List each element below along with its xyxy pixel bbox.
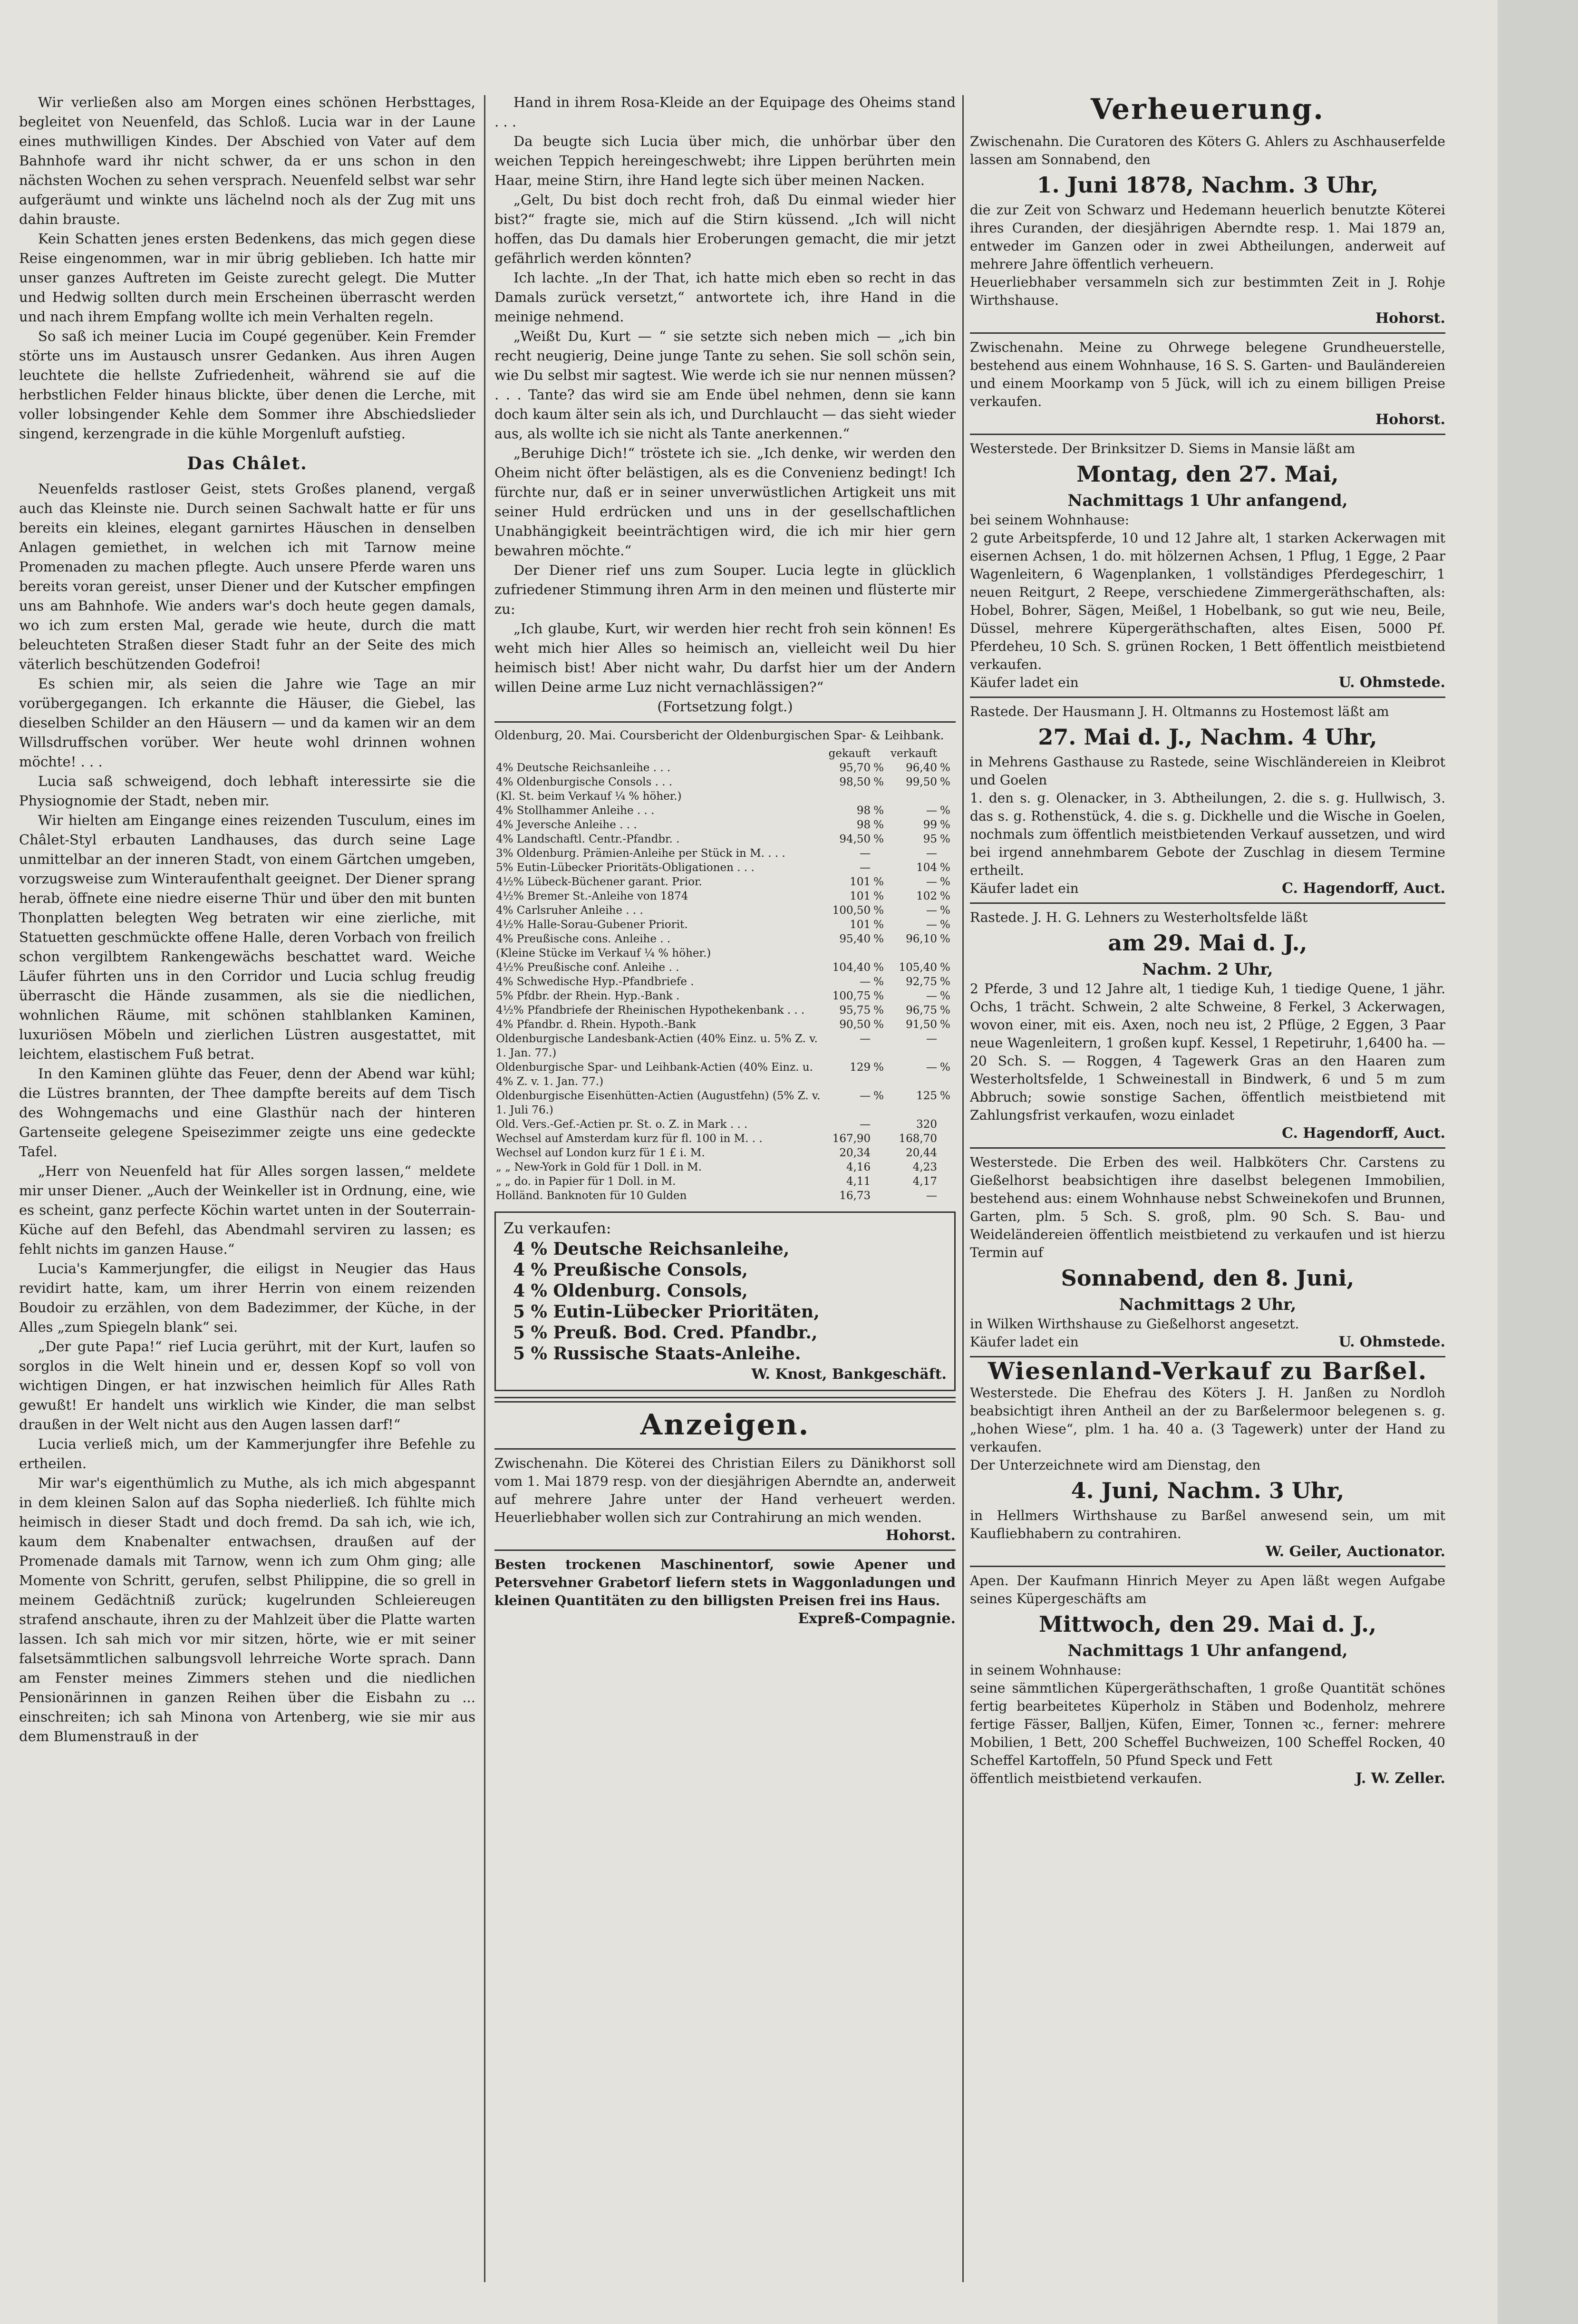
sold-value: — [926,1190,937,1202]
table-row [494,1117,956,1132]
bought-unit: % [873,990,884,1002]
sold-value: 96,75 [906,1004,937,1017]
sold-unit: % [940,804,950,817]
divider [970,1147,1445,1149]
ad-lehners-auction [970,909,1445,1143]
ad-title: Wiesenland-Verkauf zu Barßel. [987,1357,1428,1385]
ad-ahlers-lease [970,133,1445,328]
bought-value: — [860,1033,871,1045]
exchange-rate-rows [494,761,956,1203]
ad-meyer-cooperage [970,1572,1445,1788]
security-name: 4% Stollhammer Anleihe . . . [496,804,655,817]
story-paragraph: „Beruhige Dich!“ tröstete ich sie. „Ich denke, wir werden den Oheim nicht öfter belästigen, als es die Convenienz bedingt! Ich fürchte nur, daß er in seiner unverwüstlichen Artigkeit uns mit seiner Huld erdrücken und uns in der gesellschaftlichen Unabhängigkeit beeinträchtigen wird, die ich mir hier gern bewahren möchte.“ [494,445,956,559]
sold-unit [939,1160,956,1174]
bought-value: 95,40 [839,933,871,945]
ad-text: Zwischenahn. Die Curatoren des Köters G. Ahlers zu Aschhauserfelde lassen am Sonnabend, den [970,134,1445,167]
for-sale-heading: Zu verkaufen: [503,1219,611,1237]
sold-unit: % [940,1061,950,1074]
bought-unit: % [873,762,884,774]
bought-value: 98 [856,819,871,831]
security-name: 5% Pfdbr. der Rhein. Hyp.-Bank . [496,990,680,1002]
for-sale-item: 5 % Russische Staats-Anleihe. [513,1344,801,1364]
ad-date: Mittwoch, den 29. Mai d. J., [1038,1611,1377,1637]
bought-unit: % [873,976,884,988]
story-paragraph: Kein Schatten jenes ersten Bedenkens, das mich gegen diese Reise eingenommen, war in mir übrig geblieben. Ich hatte mir unser ganzes Auftreten im Geiste zurecht gelegt. Die Mutter und Hedwig sollten durch mein Erscheinen überrascht werden und nach ihrem Empfang wollte ich mein Verhalten regeln. [19,231,475,325]
sold-value: — [926,1033,937,1045]
story-paragraph: „Ich glaube, Kurt, wir werden hier recht froh sein können! Es weht mich hier Alles so heimisch an, vielleicht weil Du hier heimisch bist! Aber nicht wahr, Du darfst hier um der Andern willen Deine arme Luz nicht vernachlässigen?“ [494,620,956,695]
security-name: Holländ. Banknoten für 10 Gulden [496,1190,687,1202]
sold-unit: % [940,976,950,988]
sold-unit: % [940,1018,950,1031]
ad-text: 2 gute Arbeitspferde, 10 und 12 Jahre alt, 1 starken Ackerwagen mit eisernen Achsen, 1 do. mit hölzernen Achsen, 1 Pflug, 1 Egge, 2 Paar Wagenleitern, 6 Wagenplanken, 1 vollständiges Pferdegeschirr, 1 neuen Reitgurt, 2 Reepe, verschiedene Zimmergeräthschaften, als: Hobel, Bohrer, Sägen, Meißel, 1 Hobelbank, so gut wie neu, Beile, Düssel, mehrere Küpergeräthschaften, altes Eisen, 5000 Pf. Pferdeheu, 10 Sch. S. grünen Rocken, 1 Bett öffentlich meistbietend verkaufen. [970,530,1445,672]
sold-unit: % [940,862,950,874]
security-name: „ „ New-York in Gold für 1 Doll. in M. [496,1161,702,1173]
ad-signature: Hohorst. [1375,411,1445,428]
security-name: 4% Preußische cons. Anleihe . . [496,933,671,945]
ad-signature: Hohorst. [885,1527,956,1544]
table-row [494,804,956,818]
bought-unit: % [873,833,884,845]
ad-time: Nachm. 2 Uhr, [1142,960,1273,979]
ad-signature-label: öffentlich meistbietend verkaufen. [970,1771,1202,1786]
sold-unit: % [940,990,950,1002]
sold-value [889,946,939,960]
bought-unit [872,846,889,861]
sold-value: 95 [923,833,937,845]
bought-value: 100,50 [832,904,871,917]
bought-value: — [860,1118,871,1131]
bought-unit: % [873,919,884,931]
ad-signature-line [970,1333,1445,1351]
advertisements-title: Anzeigen. [640,1408,810,1442]
bought-unit: % [873,904,884,917]
story-paragraph: Es schien mir, als seien die Jahre wie Tage an mir vorübergegangen. Ich erkannte die Häuser, die Giebel, las dieselben Schilder an den Häusern — und da kamen wir an dem Willsdruffschen vorüber. Wer heute wohl drinnen wohnen möchte! . . . [19,676,475,770]
bought-value: — [860,1090,871,1102]
sold-value: 99 [923,819,937,831]
ad-signature: U. Ohmstede. [1338,674,1445,691]
ad-signature-line [970,880,1445,898]
table-row [494,761,956,775]
story-paragraph: „Gelt, Du bist doch recht froh, daß Du einmal wieder hier bist?“ fragte sie, mich auf die Stirn küssend. „Ich will nicht hoffen, das Du damals hier Eroberungen gemacht, die mir jetzt gefährlich werden könnten? [494,192,956,266]
for-sale-item: 4 % Deutsche Reichsanleihe, [513,1239,790,1259]
security-name: 4% Landschaftl. Centr.-Pfandbr. . [496,833,680,845]
table-row [494,1032,956,1060]
divider [970,697,1445,698]
ad-text: in Hellmers Wirthshause zu Barßel anwesend sein, um mit Kaufliebhabern zu contrahiren. [970,1508,1445,1541]
ad-text: seine sämmtlichen Küpergeräthschaften, 1 große Quantität schönes fertig bearbeitetes Küperholz in Stäben und Bodenholz, mehrere fertige Fässer, Balljen, Küfen, Eimer, Tonnen ꝛc., ferner: mehrere Mobilien, 1 Bett, 200 Scheffel Buchweizen, 100 Scheffel Rocken, 40 Scheffel Kartoffeln, 50 Pfund Speck und Fett [970,1680,1445,1768]
bought-value: — [860,862,871,874]
divider [970,1566,1445,1567]
bought-value [826,946,872,960]
ad-signature: W. Geiler, Auctionator. [1265,1543,1445,1560]
table-row [494,1132,956,1146]
story-paragraph: „Der gute Papa!“ rief Lucia gerührt, mit der Kurt, laufen so sorglos in die Welt hinein und er, dessen Kopf so voll von wichtigen Dingen, er hat inzwischen heimlich für Alles Rath gewußt! Er handelt uns wirklich wie Kinder, die man selbst draußen in der Welt nicht aus den Augen lassen darf!“ [19,1338,475,1433]
story-paragraph: Wir hielten am Eingange eines reizenden Tusculum, eines im Châlet-Styl erbauten Landhauses, das durch seine Lage unmittelbar an der inneren Stadt, von einem Gärtchen umgeben, vorzugsweise zum Winteraufenthalt geeignet. Der Diener sprang herab, öffnete eine niedre eiserne Thür und über den mit bunten Thonplatten belegten Weg betraten wir eine zierliche, mit Statuetten geschmückte offene Halle, deren Vorbach von freilich schon vergilbtem Rankengewächs beschattet ward. Weiche Läufer führten uns in den Corridor und Lucia schlug freudig überrascht die Hände zusammen, als sie die niedlichen, wohnlichen Räume, mit schönen stahlblanken Kaminen, luxuriösen Möbeln und zierlichen Lüstren ausgestattet, mit leichtem, elastischem Fuß betrat. [19,812,475,1062]
security-name: 4% Pfandbr. d. Rhein. Hypoth.-Bank [496,1018,696,1031]
column-header-sold: verkauft [891,747,937,760]
story-paragraph: In den Kaminen glühte das Feuer, denn der Abend war kühl; die Lüstres brannten, der Thee dampfte bereits auf dem Tisch des Wohngemachs und eine Glasthür nach der hinteren Gartenseite gelegene Speisezimmer zeigte uns eine gedeckte Tafel. [19,1065,475,1160]
security-name: (Kleine Stücke im Verkauf ¼ % höher.) [496,947,711,959]
sold-unit: % [940,933,950,945]
sold-value: — [926,990,937,1002]
bought-value: 98,50 [839,776,871,788]
sold-unit: % [940,776,950,788]
sold-unit: % [940,1090,950,1102]
ad-zwischenahn-koeterei [494,1454,956,1545]
security-name: Wechsel auf Amsterdam kurz für fl. 100 in M. . . [496,1133,763,1145]
ad-ohrwege-sale [970,339,1445,429]
bought-value: 4,16 [846,1161,871,1173]
table-row [494,1174,956,1189]
sold-value: 20,44 [906,1147,937,1159]
sold-value: 168,70 [899,1133,937,1145]
sold-unit [939,1132,956,1146]
table-row [494,832,956,846]
table-row [494,775,956,789]
sold-value: — [926,1061,937,1074]
table-row [494,889,956,903]
story-paragraph: Hand in ihrem Rosa-Kleide an der Equipage des Oheims stand . . . [494,94,956,130]
table-row [494,818,956,832]
column-header-bought: gekauft [828,747,871,760]
divider [970,902,1445,904]
security-name: Oldenburgische Spar- und Leihbank-Actien (40% Einz. u. 4% Z. v. 1. Jan. 77.) [496,1061,813,1088]
bought-value: 98 [856,804,871,817]
table-row [494,1017,956,1032]
table-row [494,1060,956,1089]
bought-value: 16,73 [839,1190,871,1202]
table-row [494,861,956,875]
column-divider [484,95,485,2282]
sold-unit: % [940,1004,950,1017]
security-name: 5% Eutin-Lübecker Prioritäts-Obligationen . . . [496,862,755,874]
security-name: 4% Carlsruher Anleihe . . . [496,904,643,917]
story-paragraph: Neuenfelds rastloser Geist, stets Großes planend, vergaß auch das Kleinste nie. Durch seinen Sachwalt hatte er für uns bereits ein kleines, elegant garnirtes Häuschen in denselben Anlagen gemiethet, in welchen ich mit Tarnow meine Promenaden zu machen pflegte. Auch unsere Pferde waren uns bereits voran gereist, unser Diener und der Kutscher empfingen uns am Bahnhofe. Wie anders war's doch heute gegen damals, wo ich zum ersten Mal, gerade wie heute, durch die matt beleuchteten Straßen dieser Stadt fuhr an der Seite des mich väterlich beschützenden Godefroi! [19,481,475,672]
continued-note: (Fortsetzung folgt.) [657,698,793,715]
bought-unit: % [873,1090,884,1102]
table-row [494,1089,956,1117]
divider [970,434,1445,435]
bought-value: — [860,976,871,988]
column-middle [494,93,956,1631]
sold-value: — [926,904,937,917]
ad-signature-line [970,674,1445,692]
sold-unit: % [940,890,950,902]
story-paragraph: Lucia verließ mich, um der Kammerjungfer ihre Befehle zu ertheilen. [19,1436,475,1472]
bought-value: 94,50 [839,833,871,845]
table-row [494,946,956,960]
ad-date: 27. Mai d. J., Nachm. 4 Uhr, [1038,724,1377,750]
table-row [494,960,956,975]
sold-unit: % [940,919,950,931]
sold-value: 105,40 [899,961,937,974]
divider [494,721,956,723]
table-row [494,846,956,861]
ad-text: 1. den s. g. Olenacker, in 3. Abtheilungen, 2. die s. g. Hullwisch, 3. das s. g. Rothenstück, 4. die s. g. Dickhelle und die Wische in Goelen, nochmals zum öffentlich meistbietenden Verkauf aussetzen, und wird bei irgend annehmbarem Gebote der Zuschlag in diesem Termine ertheilt. [970,790,1445,878]
ad-carstens-sale [970,1153,1445,1351]
ad-date: 4. Juni, Nachm. 3 Uhr, [1071,1478,1345,1503]
divider [970,332,1445,334]
ad-date: Sonnabend, den 8. Juni, [1061,1265,1355,1291]
sold-value [889,789,939,804]
sold-value: 96,40 [906,762,937,774]
ad-date: 1. Juni 1878, Nachm. 3 Uhr, [1036,172,1379,198]
ad-signature-label: Käufer ladet ein [970,1334,1079,1350]
bought-value: 104,40 [832,961,871,974]
security-name: 4½% Pfandbriefe der Rheinischen Hypothekenbank . . . [496,1004,805,1017]
bought-value: 129 [850,1061,871,1074]
security-name: 4½% Halle-Sorau-Gubener Priorit. [496,919,688,931]
for-sale-item: 5 % Eutin-Lübecker Prioritäten, [513,1302,820,1322]
security-name: 3% Oldenburg. Prämien-Anleihe per Stück in M. . . . [496,847,785,860]
ad-text: Westerstede. Die Erben des weil. Halbköters Chr. Carstens zu Gießelhorst beabsichtigen ihre daselbst belegenen Immobilien, bestehend aus: einem Wohnhause nebst Schweinekofen und Brunnen, Garten, plm. 5 Sch. S. groß, plm. 90 Sch. S. Bau- und Weideländereien öffentlich meistbietend zu verkaufen und ist hierzu Termin auf [970,1154,1445,1260]
bought-unit: % [873,933,884,945]
security-name: 4% Oldenburgische Consols . . . [496,776,673,788]
sold-value: 104 [916,862,937,874]
ad-barssel-meadow [970,1357,1445,1561]
story-paragraph: Der Diener rief uns zum Souper. Lucia legte in glücklich zufriedener Stimmung ihren Arm in den meinen und flüsterte mir zu: [494,562,956,617]
sold-unit [939,1174,956,1189]
bought-value: 95,70 [839,762,871,774]
exchange-report-heading: Oldenburg, 20. Mai. Coursbericht der Oldenburgischen Spar- & Leihbank. [494,728,944,742]
ad-text: die zur Zeit von Schwarz und Hedemann heuerlich benutzte Köterei ihres Curanden, der diesjährigen Aberndte resp. 1. Mai 1879 an, entweder im Ganzen oder in zwei Abtheilungen, anderweit auf mehrere Jahre öffentlich verheuern. [970,202,1445,272]
bought-unit: % [873,1018,884,1031]
for-sale-box [494,1211,956,1391]
section-title: Das Châlet. [187,454,308,474]
bought-value: 100,75 [832,990,871,1002]
sold-unit: % [940,833,950,845]
bought-value: 167,90 [832,1133,871,1145]
bought-unit [872,1174,889,1189]
sold-value: — [926,876,937,888]
bought-unit: % [873,804,884,817]
ad-peat [494,1556,956,1628]
bought-unit: % [873,876,884,888]
ad-text: Besten trockenen Maschinentorf, sowie Apener und Petersvehner Grabetorf liefern stets in Waggonladungen und kleinen Quantitäten zu den billigsten Preisen frei ins Haus. [494,1557,956,1608]
column-advertisements [970,93,1445,1790]
bought-unit [872,789,889,804]
ad-text: Rastede. J. H. G. Lehners zu Westerholtsfelde läßt [970,910,1308,925]
security-name: Oldenburgische Eisenhütten-Actien (Augustfehn) (5% Z. v. 1. Juli 76.) [496,1090,821,1116]
for-sale-item: 5 % Preuß. Bod. Cred. Pfandbr., [513,1323,818,1343]
table-row [494,989,956,1003]
bought-unit: % [873,1061,884,1074]
ad-text: Heuerliebhaber versammeln sich zur bestimmten Zeit in J. Rohje Wirthshause. [970,274,1445,308]
security-name: Old. Vers.-Gef.-Actien pr. St. o. Z. in Mark . . . [496,1118,748,1131]
sold-value: — [926,919,937,931]
sold-value: 125 [916,1090,937,1102]
table-row [494,1189,956,1203]
security-name: 4½% Bremer St.-Anleihe von 1874 [496,890,688,902]
bought-unit: % [873,776,884,788]
ad-signature: C. Hagendorff, Auct. [1282,880,1445,897]
sold-unit [939,1032,956,1060]
bought-value [826,789,872,804]
table-header-row [494,746,956,761]
table-row [494,1160,956,1174]
story-paragraph: „Herr von Neuenfeld hat für Alles sorgen lassen,“ meldete mir unser Diener. „Auch der Weinkeller ist in Ordnung, eine, wie es scheint, ganz perfecte Köchin wartet unten in der Souterrain-Küche auf den Befehl, das Abendmahl serviren zu lassen; es fehlt nichts im ganzen Hause.“ [19,1163,475,1257]
sold-value: 4,23 [912,1161,937,1173]
ad-date: am 29. Mai d. J., [1108,930,1307,956]
table-row [494,903,956,918]
sold-unit [939,1117,956,1132]
divider [494,1448,956,1450]
ad-text: Westerstede. Die Ehefrau des Köters J. H. Janßen zu Nordloh beabsichtigt ihren Antheil an der zu Barßelermoor belegenen s. g. „hohen Wiese“, plm. 1 ha. 40 a. (3 Tagewerk) unter der Hand zu verkaufen. [970,1385,1445,1455]
ad-time: Nachmittags 1 Uhr anfangend, [1067,491,1348,510]
for-sale-signature: W. Knost, Bankgeschäft. [751,1366,947,1383]
table-row [494,1146,956,1160]
ad-time: Nachmittags 1 Uhr anfangend, [1067,1641,1348,1660]
security-name: 4½% Lübeck-Büchener garant. Prior. [496,876,702,888]
ad-oltmanns-auction [970,703,1445,898]
table-row [494,932,956,946]
bought-value: 95,75 [839,1004,871,1017]
column-divider [962,95,964,2282]
bought-unit [872,861,889,875]
sold-unit [939,946,956,960]
ad-signature: Hohorst. [1375,310,1445,327]
security-name: 4½% Preußische conf. Anleihe . . [496,961,679,974]
sold-value: 4,17 [912,1175,937,1188]
bought-value: 101 [850,919,871,931]
bought-unit: % [873,890,884,902]
sold-value: 96,10 [906,933,937,945]
divider [494,1397,956,1403]
ad-signature: U. Ohmstede. [1338,1334,1445,1350]
story-paragraph: So saß ich meiner Lucia im Coupé gegenüber. Kein Fremder störte uns im Austausch unsrer Gedanken. Aus ihren Augen leuchtete die hellste Zufriedenheit, während sie auf die herbstlichen Felder hinaus blickte, über denen die Lerche, mit voller lobsingender Kehle dem Sommer ihre Abschiedslieder singend, kerzengrade in die kühle Morgenluft aufstieg. [19,328,475,442]
lease-title: Verheuerung. [1090,93,1325,126]
bought-unit [872,946,889,960]
sold-value: 102 [916,890,937,902]
ad-signature-label: Käufer ladet ein [970,881,1079,896]
bought-value: 20,34 [839,1147,871,1159]
divider [494,1549,956,1551]
bought-value: 4,11 [846,1175,871,1188]
ad-text: in Wilken Wirthshause zu Gießelhorst angesetzt. [970,1316,1299,1332]
bought-unit [872,1160,889,1174]
sold-unit [939,1146,956,1160]
story-paragraph: Da beugte sich Lucia über mich, die unhörbar über den weichen Teppich hereingeschwebt; ihre Lippen berührten mein Haar, meine Stirn, ihre Hand legte sich über meinen Nacken. [494,133,956,188]
bought-unit [872,1146,889,1160]
table-row [494,875,956,889]
ad-text: Zwischenahn. Meine zu Ohrwege belegene Grundheuerstelle, bestehend aus einem Wohnhause, 16 S. S. Garten- und Bauländereien und einem Moorkamp von 5 Jück, will ich zu einem billigen Preise verkaufen. [970,339,1445,409]
ad-text: Rastede. Der Hausmann J. H. Oltmanns zu Hostemost läßt am [970,704,1389,719]
bought-unit: % [873,961,884,974]
bought-unit: % [873,1004,884,1017]
ad-text: in Mehrens Gasthause zu Rastede, seine Wischländereien in Kleibrot und Goelen [970,754,1445,788]
bought-unit [872,1117,889,1132]
security-name: 4% Jeversche Anleihe . . . [496,819,637,831]
ad-text: Zwischenahn. Die Köterei des Christian Eilers zu Dänikhorst soll vom 1. Mai 1879 resp. von der diesjährigen Aberndte an, anderweit auf mehrere Jahre unter der Hand verheuert werden. Heuerliebhaber wollen sich zur Contrahirung an mich wenden. [494,1455,956,1525]
security-name: Oldenburgische Landesbank-Actien (40% Einz. u. 5% Z. v. 1. Jan. 77.) [496,1033,818,1059]
table-row [494,1003,956,1017]
story-paragraph: „Weißt Du, Kurt — “ sie setzte sich neben mich — „ich bin recht neugierig, Deine junge Tante zu sehen. Sie soll schön sein, wie Du selbst mir sagtest. Wie werde ich sie nur nennen müssen? . . . Tante? das wird sie am Ende übel nehmen, denn sie kann doch kaum älter sein als ich, und Durchlaucht — das sieht wieder aus, als wollte ich sie nicht als Tante anerkennen.“ [494,328,956,442]
story-paragraph: Lucia saß schweigend, doch lebhaft interessirte sie die Physiognomie der Stadt, neben mir. [19,773,475,809]
ad-signature: C. Hagendorff, Auct. [1282,1125,1445,1142]
sold-value: — [926,804,937,817]
bought-value: 101 [850,876,871,888]
sold-value: 91,50 [906,1018,937,1031]
table-row [494,918,956,932]
column-serial-story [19,93,475,1746]
sold-unit: % [940,762,950,774]
bought-unit: % [873,819,884,831]
table-row [494,789,956,804]
bought-value: — [860,847,871,860]
sold-unit: % [940,961,950,974]
bought-unit [872,1132,889,1146]
sold-unit: % [940,876,950,888]
security-name: 4% Schwedische Hyp.-Pfandbriefe . [496,976,694,988]
bought-unit [872,1189,889,1203]
ad-text: bei seinem Wohnhause: [970,512,1130,528]
ad-signature-line [970,1770,1445,1788]
security-name: 4% Deutsche Reichsanleihe . . . [496,762,671,774]
for-sale-item: 4 % Oldenburg. Consols, [513,1281,748,1301]
sold-unit: % [940,904,950,917]
ad-signature: Expreß-Compagnie. [798,1610,956,1627]
sold-value: 320 [916,1118,937,1131]
sold-unit: % [940,819,950,831]
ad-signature-label: Käufer ladet ein [970,675,1079,690]
table-row [494,975,956,989]
ad-signature: J. W. Zeller. [1355,1770,1445,1787]
story-paragraph: Wir verließen also am Morgen eines schönen Herbsttages, begleitet von Neuenfeld, das Schloß. Lucia war in der Laune eines muthwilligen Kindes. Der Abschied von Vater auf dem Bahnhofe ward ihr nicht schwer, da er uns schon in den nächsten Wochen zu sehen versprach. Neuenfeld selbst war sehr aufgeräumt und winkte uns lächelnd noch als der Zug mit uns dahin brauste. [19,94,475,227]
bought-value: 101 [850,890,871,902]
sold-unit [939,1189,956,1203]
for-sale-item: 4 % Preußische Consols, [513,1260,748,1280]
story-paragraph: Lucia's Kammerjungfer, die eiligst in Neugier das Haus revidirt hatte, kam, um ihrer Herrin von einem reizenden Boudoir zu erzählen, von dem Badezimmer, der Küche, in der Alles „zum Spiegeln blank“ sei. [19,1260,475,1335]
sold-unit [939,846,956,861]
ad-text: 2 Pferde, 3 und 12 Jahre alt, 1 tiedige Kuh, 1 tiedige Quene, 1 jähr. Ochs, 1 trächt. Schwein, 2 alte Schweine, 8 Ferkel, 3 Ackerwagen, wovon einer, mit eis. Axen, noch neu ist, 2 Pflüge, 2 Eggen, 3 Paar neue Wagenleitern, 1 großen kupf. Kessel, 1 Repetiruhr, 1,6400 ha. — 20 Sch. S. — Roggen, 4 Tagewerk Gras an den Haaren zum Westerholtsfelde, 1 Schweinestall in Bindwerk, 6 und 5 m zum Abbruch; sowie sonstige Sachen, öffentlich meistbietend mit Zahlungsfrist verkaufen, wozu einladet [970,981,1445,1123]
sold-value: — [926,847,937,860]
ad-siems-auction [970,440,1445,692]
sold-value: 99,50 [906,776,937,788]
security-name: (Kl. St. beim Verkauf ¼ % höher.) [496,790,682,803]
sold-value: 92,75 [906,976,937,988]
ad-text: Der Unterzeichnete wird am Dienstag, den [970,1457,1261,1473]
exchange-rate-table [494,746,956,1203]
bought-value: 90,50 [839,1018,871,1031]
sold-unit [939,789,956,804]
ad-text: Westerstede. Der Brinksitzer D. Siems in Mansie läßt am [970,441,1355,456]
story-paragraph: Mir war's eigenthümlich zu Muthe, als ich mich abgespannt in dem kleinen Salon auf das Sopha niederließ. Ich fühlte mich heimisch in dieser Stadt und doch fremd. Da sah ich, wie ich, kaum dem Knabenalter entwachsen, draußen auf der Promenade damals mit Tarnow, wenn ich zum Ohm ging; alle Momente von Schritt, gerufen, selbst Philippine, die so grell in meinem Gedächtniß zurück; kugelrunden Schleiereugen strafend anschaute, ihren zu der Mahlzeit über die Platte warten lassen. Ich sah mich vor mir sitzen, hörte, wie er mit seiner falsetsämmtlichen salbungsvoll lehrreiche Worte sprach. Dann am Fenster meines Zimmers stehen und die niedlichen Pensionärinnen in ganzen Reihen über die Eisbahn zu ... einschreiten; ich sah Minona von Artenberg, wie sie mir aus dem Blumenstrauß in der [19,1475,475,1744]
security-name: „ „ do. in Papier für 1 Doll. in M. [496,1175,676,1188]
ad-text: Apen. Der Kaufmann Hinrich Meyer zu Apen läßt wegen Aufgabe seines Küpergeschäfts am [970,1573,1445,1607]
ad-date: Montag, den 27. Mai, [1076,461,1339,487]
story-paragraph: Ich lachte. „In der That, ich hatte mich eben so recht in das Damals zurück versetzt,“ antwortete ich, ihre Hand in die meinige nehmend. [494,270,956,325]
ad-time: Nachmittags 2 Uhr, [1119,1295,1297,1314]
bought-unit [872,1032,889,1060]
ad-text: in seinem Wohnhause: [970,1662,1122,1678]
security-name: Wechsel auf London kurz für 1 £ i. M. [496,1147,705,1159]
